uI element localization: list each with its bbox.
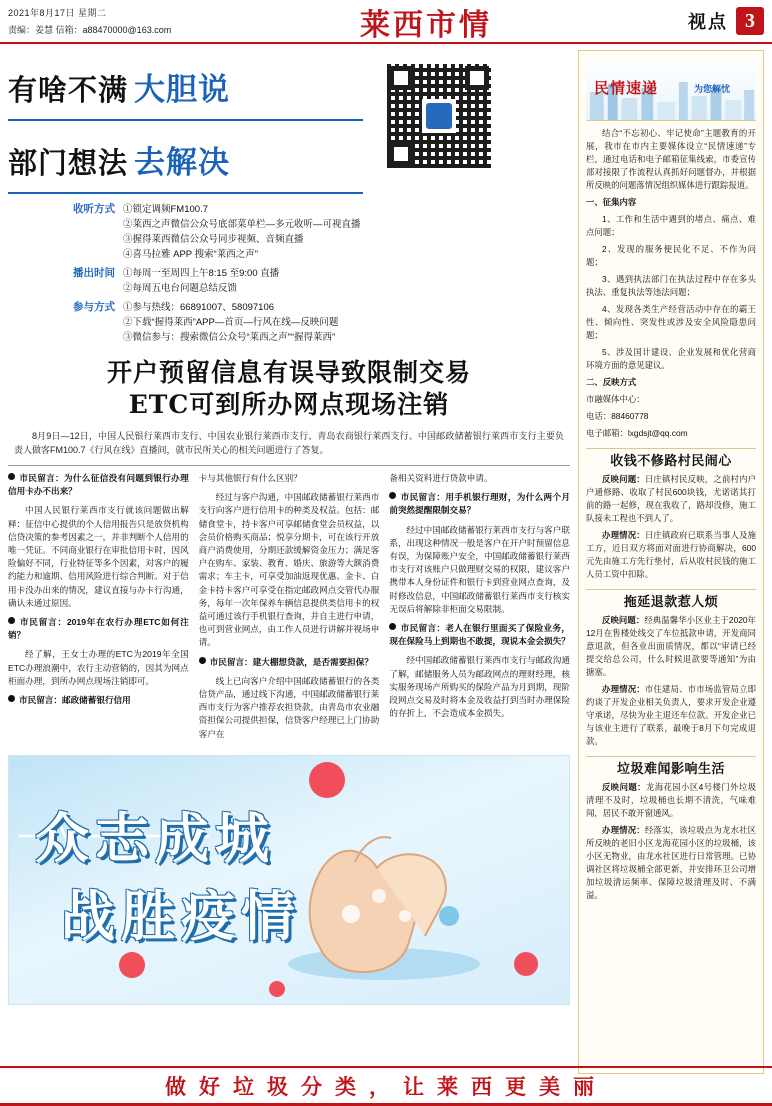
masthead-right xyxy=(594,2,764,42)
info-group xyxy=(73,266,570,296)
qa-answer xyxy=(199,675,380,741)
washing-hands-illustration xyxy=(259,796,509,996)
info-item: ①锁定调频FM100.7 xyxy=(123,204,208,215)
qr-corner-bl xyxy=(389,142,413,166)
handling-label: 办理情况： xyxy=(602,684,645,694)
qa-columns xyxy=(8,465,570,747)
virus-icon xyxy=(309,762,345,798)
qr-code-block xyxy=(384,50,494,194)
section-para: 5、涉及国计建设、企业发展和优化营商环境方面的意见建议。 xyxy=(586,347,756,370)
qa-column-2 xyxy=(199,472,380,747)
info-item: ①每周一至周四上午8:15 至9:00 直播 xyxy=(123,268,280,279)
section-para: 2、发现的服务便民化不足、不作为问题； xyxy=(586,244,756,267)
item-handling xyxy=(586,683,756,748)
handling-text: 日庄镇政府已联系当事人及施工方，近日双方将面对面进行协商解决，600元先由施工方先行垫付，后从收村民钱的施工人员工资中扣除。 xyxy=(586,530,757,579)
virus-icon xyxy=(514,952,538,976)
minqing-banner xyxy=(586,57,756,121)
minqing-title: 民情速递 xyxy=(594,79,659,97)
paper-title: 莱西市情 xyxy=(360,8,492,43)
qa-question xyxy=(8,616,189,642)
section-title: 视点 xyxy=(688,12,728,33)
qr-logo-icon xyxy=(426,103,452,129)
bullet-icon xyxy=(389,623,396,630)
handling-text: 市住建局、市市场监管局立即约谈了开发企业相关负责人，要求开发企业遵守承诺，尽快为业主退还车位款。开发企业已与该业主进行了联系，最晚于8月下句完成退款。 xyxy=(586,684,757,746)
feedback-text: 日庄镇村民反映，之前村内户户通修路、收取了村民600块钱，尤诺诺其打前的路一起修，现在我收了，路却没修，施工队接未工程也不到人了。 xyxy=(586,474,757,523)
slogan-line2-blue: 去解决 xyxy=(134,145,231,181)
item-heading: 垃圾难闻影响生活 xyxy=(586,756,756,776)
qa-answer-text: 经过与客户沟通，中国邮政储蓄银行莱西市支行向客户进行信用卡的种类及权益。包括：邮储食堂卡，持卡客户可享邮储食堂会员权益，以会员价格购买商品；悦享分期卡，可在该行开放商户消费使用，分期还款缓解资金压力；满足客户在购车、家装、教育、婚庆、旅游等大额消费需求；车主卡，可享受加油返现优惠、金卡、白金卡持卡客户可享受在指定邮政网点交管代办服务，每年一次年保养车辆信息提供类信用卡的权益可通过该行手机银行查询，并自主进行申请，也可到营业网点，由工作人员进行讲解并视场申请。 xyxy=(198,492,380,648)
article-headline xyxy=(8,357,570,421)
qa-answer xyxy=(8,648,189,688)
qa-question xyxy=(8,472,189,498)
item-feedback xyxy=(586,473,756,525)
feedback-label: 反映问题： xyxy=(602,474,645,484)
qa-question xyxy=(389,622,570,648)
slogan-divider xyxy=(8,119,363,121)
article-lede xyxy=(8,429,570,457)
headline-line-2: ETC可到所办网点现场注销 xyxy=(128,390,450,419)
qr-corner-tl xyxy=(389,66,413,90)
bullet-icon xyxy=(199,657,206,664)
slogan-line1-black: 有啥不满 xyxy=(8,73,129,107)
info-item: ④喜马拉雅 APP 搜索“莱西之声” xyxy=(123,249,258,260)
contact-email: 电子邮箱：lxgdsjt@qq.com xyxy=(586,428,688,438)
qa-question-text: 市民留言：用手机银行理财，为什么两个月前突然提醒限制交易？ xyxy=(389,492,571,516)
slogan-block xyxy=(8,50,378,194)
info-group-label: 播出时间 xyxy=(73,267,115,279)
item-heading: 收钱不修路村民闹心 xyxy=(586,448,756,468)
virus-icon xyxy=(269,981,285,997)
qa-answer xyxy=(199,491,380,649)
qa-question-text: 市民留言：2019年在农行办理ETC如何注销？ xyxy=(8,617,189,641)
epidemic-poster xyxy=(8,755,570,1005)
page-number-badge: 3 xyxy=(736,7,764,35)
minqing-intro: 结合“不忘初心、牢记使命”主题教育的开展，我市在市内主要媒体设立“民情速递”专栏，通过电话和电子邮箱征集线索，市委宣传部对接限了作流程认真抓好问题督办，并根据所反映的问题落情况组织媒体进行跟踪报道。 xyxy=(586,128,756,190)
slogan-divider-2 xyxy=(8,192,363,194)
info-item: ③微信参与：搜索微信公众号“莱西之声”“握得莱西” xyxy=(123,332,336,343)
info-group-label: 参与方式 xyxy=(73,301,115,313)
feedback-text: 经典温馨华小区业主于2020年12月在售楼处线交了车位抵款申请，开发商同意退款，但各业出面质情况，都以“审请已经提交给总公司，什么时候退款要等通知”为由搪塞。 xyxy=(586,615,757,677)
feedback-label: 反映问题： xyxy=(602,615,645,625)
slogan-line2-black: 部门想法 xyxy=(8,146,129,180)
qa-continuation: 卡与其他银行有什么区别？ xyxy=(198,473,302,483)
handling-label: 办理情况： xyxy=(602,825,645,835)
left-column xyxy=(8,50,578,1074)
qr-code-icon[interactable] xyxy=(387,64,491,168)
poster-line-2: 战胜疫情 xyxy=(61,883,301,948)
qa-answer-text: 经过中国邮政储蓄银行莱西市支行与客户联系，出现这种情况一般是客户在开户时预留信息有误，为保障账户安全，中国邮政储蓄银行莱西市支行对该账户只做理财交易的权限，建议客户携带本人身份证件和银行卡到营业网点查询，及时修改信息，中国邮政储蓄银行莱西市支行核实无误后将解除非柜面交易限制。 xyxy=(389,524,571,614)
feedback-text: 龙海花园小区4号楼门外垃圾清理不及时，垃圾桶也长期不清洗，气味难闻，居民不敢开窗通风。 xyxy=(586,782,756,818)
footer-slogan: 做好垃圾分类，让莱西更美丽 xyxy=(165,1073,607,1099)
right-column xyxy=(578,50,764,1074)
handling-label: 办理情况： xyxy=(602,530,645,540)
info-group xyxy=(73,300,570,345)
item-feedback xyxy=(586,614,756,679)
qa-answer-text: 经了解，王女士办理的ETC为2019年全国ETC办理浪潮中，农行主动营销的，因其为网点柜面办理，到所办网点现场注销即可。 xyxy=(8,649,189,686)
info-item: ②莱西之声微信公众号底部菜单栏—多元收听—可视直播 xyxy=(123,219,361,230)
info-item: ③握得莱西微信公众号同步视频、音频直播 xyxy=(123,234,304,245)
feedback-label: 反映问题： xyxy=(602,782,646,792)
headline-line-1: 开户预留信息有误导致限制交易 xyxy=(106,358,471,387)
info-group xyxy=(73,202,570,262)
lede-text: 8月9日—12日，中国人民银行莱西市支行、中国农业银行莱西市支行、青岛农商银行莱西支行、中国邮政储蓄银行莱西市支行主要负责人做客FM100.7《行风在线》直播间，就市民所关心的相关问题进行了答复。 xyxy=(14,431,564,455)
section-para: 4、发现各类生产经营活动中存在的霸王性、倾向性、突发性或涉及安全风险隐患问题； xyxy=(586,304,756,340)
section-para: 3、遇到执法部门在执法过程中存在多头执法、重复执法等违法问题； xyxy=(586,274,756,297)
date-line: 2021年8月17日 星期二 xyxy=(8,8,107,18)
qa-question-text: 市民留言：邮政储蓄银行信用 xyxy=(19,695,131,706)
qa-answer-text: 中国人民银行莱西市支行就该问题做出解释：征信中心提供的个人信用报告只是放贷机构信贷决策的参考因素之一，并非判断个人信用的唯一凭证。不同商业银行在审批信用卡时，因风险偏好不同，行业特征等多个因素，对客户的履约能力和逾期、信用风险进行综合判断。对于信用卡没办出来的情况，建议直接与办卡行沟通，确认未通过原因。 xyxy=(8,505,189,608)
qa-answer-text: 经中国邮政储蓄银行莱西市支行与邮政沟通了解，邮储服务人员为邮政网点的理财经理，核实服务现场产所购买的保险产品为月到期，现阶段网点交易及时将本金及收益打到当时办理保险的存折上，不会造成本金损失。 xyxy=(389,655,571,719)
qa-question-text: 市民留言：老人在银行里面买了保险业务，现在保险马上到期也不敢提，现说本金会损失？ xyxy=(389,623,571,647)
slogan-line-1 xyxy=(8,64,378,109)
item-feedback xyxy=(586,781,756,820)
page-body xyxy=(0,44,772,1074)
virus-icon xyxy=(439,906,459,926)
masthead-left xyxy=(8,2,258,42)
bullet-icon xyxy=(8,473,15,480)
poster-line-1: 众志成城 xyxy=(35,805,275,870)
qr-corner-tr xyxy=(465,66,489,90)
section-title: 一、征集内容 xyxy=(586,197,637,207)
page-footer xyxy=(0,1066,772,1106)
info-group-label: 收听方式 xyxy=(73,203,115,215)
qa-question-text: 市民留言：建大棚想贷款，是否需要担保？ xyxy=(209,656,373,667)
masthead-center xyxy=(258,2,594,42)
qa-question xyxy=(389,491,570,517)
info-item: ②每周五电台问题总结反馈 xyxy=(123,283,238,294)
broadcast-info-list xyxy=(8,202,570,345)
slogan-line1-blue: 大胆说 xyxy=(134,72,231,108)
minqing-subtitle: 为您解忧 xyxy=(694,84,731,94)
item-handling xyxy=(586,824,756,902)
masthead xyxy=(0,0,772,44)
qr-center xyxy=(422,99,456,133)
qa-question-text: 市民留言：为什么征信没有问题到银行办理信用卡办不出来？ xyxy=(8,473,189,497)
qa-question xyxy=(8,694,189,707)
qa-answer xyxy=(8,504,189,610)
info-item: ①参与热线：66891007、58097106 xyxy=(123,302,275,313)
qa-continuation: 备相关资料进行贷款申请。 xyxy=(389,473,493,483)
item-handling xyxy=(586,529,756,581)
contact-phone: 电话：88460778 xyxy=(586,411,649,421)
qa-column-3 xyxy=(389,472,570,747)
contact-line: 市融媒体中心： xyxy=(586,394,645,404)
qa-question xyxy=(199,656,380,669)
bullet-icon xyxy=(8,617,15,624)
banner-row xyxy=(8,50,570,194)
qa-answer-text: 线上已向客户介绍中国邮政储蓄银行的各类信贷产品，通过线下沟通，中国邮政储蓄银行莱西市支行为客户推荐农担贷款，由青岛市农业融资担保公司提供担保，信贷客户经理已上门协助客户在 xyxy=(198,675,380,739)
handling-text: 经落实，该垃圾点为龙水社区所反映的老旧小区龙海花园小区的垃圾桶，该小区无物业，由龙水社区进行日常管理。已协调社区将垃圾桶全部更新，并安排环卫公司增加垃圾清运频率、保障垃圾清理及时、不满溢。 xyxy=(586,825,757,900)
editor-line: 责编：姜慧 信箱：a88470000@163.com xyxy=(8,25,172,35)
qa-answer xyxy=(389,524,570,616)
virus-icon xyxy=(119,952,145,978)
bullet-icon xyxy=(8,695,15,702)
section-title: 二、反映方式 xyxy=(586,377,637,387)
slogan-line-2 xyxy=(8,137,378,182)
minqing-body xyxy=(586,121,756,902)
item-heading: 拖延退款惹人烦 xyxy=(586,589,756,609)
qa-column-1 xyxy=(8,472,189,747)
section-para: 1、工作和生活中遇到的堵点、痛点、难点问题； xyxy=(586,214,756,237)
bullet-icon xyxy=(389,492,396,499)
qa-answer xyxy=(389,654,570,720)
info-item: ②下载“握得莱西”APP—首页—行风在线—反映问题 xyxy=(123,317,339,328)
